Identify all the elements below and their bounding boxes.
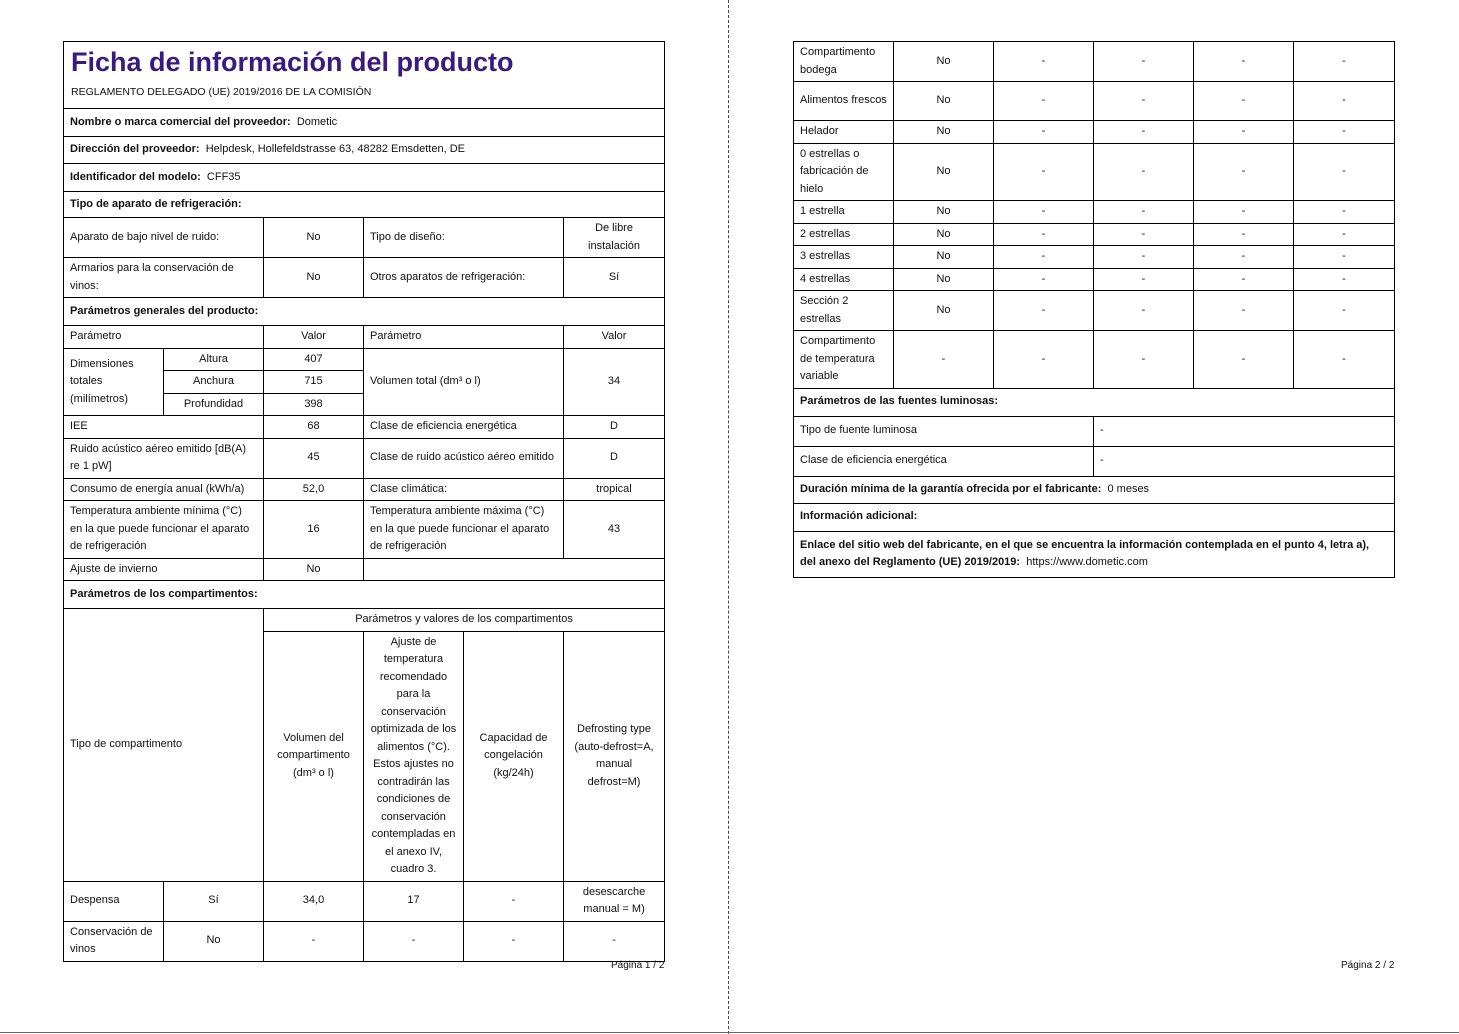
noise-label: Ruido acústico aéreo emitido [dB(A) re 1 pW]: [64, 438, 264, 478]
compartment-type-cell: 4 estrellas: [794, 268, 894, 291]
compartment-value-cell: -: [994, 291, 1094, 331]
compartment-value-cell: -: [994, 143, 1094, 201]
compartment-value-cell: -: [1294, 143, 1395, 201]
manufacturer-link[interactable]: https://www.dometic.com: [1026, 556, 1148, 568]
table-row: [794, 246, 1395, 269]
compartment-value-cell: -: [1194, 331, 1294, 389]
table-row: [794, 143, 1395, 201]
compartment-value-cell: No: [894, 82, 994, 121]
model-label: Identificador del modelo:: [70, 170, 201, 183]
page-2: [730, 0, 1459, 1034]
pantry-label: Despensa: [64, 881, 164, 921]
compartment-value-cell: -: [1094, 331, 1194, 389]
compartment-type-cell: Compartimento bodega: [794, 42, 894, 82]
light-class-label: Clase de eficiencia energética: [794, 446, 1094, 476]
general-heading: Parámetros generales del producto:: [64, 298, 665, 326]
compartment-value-cell: No: [894, 246, 994, 269]
design-type-value: De libre instalación: [564, 218, 665, 258]
width-value: 715: [264, 371, 364, 394]
compartment-type-cell: 3 estrellas: [794, 246, 894, 269]
wine-storage-present: No: [164, 921, 264, 961]
compartments-heading: Parámetros de los compartimentos:: [64, 581, 665, 609]
warranty-label: Duración mínima de la garantía ofrecida por el fabricante:: [800, 482, 1102, 495]
address-label: Dirección del proveedor:: [70, 143, 200, 156]
low-noise-value: No: [264, 218, 364, 258]
compartment-value-cell: -: [1294, 246, 1395, 269]
compartment-type-cell: Compartimento de temperatura variable: [794, 331, 894, 389]
comp-params-header: Parámetros y valores de los compartimentos: [264, 609, 665, 632]
compartment-value-cell: -: [1094, 291, 1194, 331]
compartment-type-cell: 0 estrellas o fabricación de hielo: [794, 143, 894, 201]
compartment-value-cell: No: [894, 291, 994, 331]
compartment-value-cell: No: [894, 201, 994, 224]
table-row: [794, 223, 1395, 246]
wine-storage-freeze: -: [464, 921, 564, 961]
table-row: [794, 291, 1395, 331]
compartments-continued-table: [793, 41, 1395, 578]
wine-storage-temp: -: [364, 921, 464, 961]
compartment-value-cell: -: [1194, 268, 1294, 291]
compartment-value-cell: -: [994, 331, 1094, 389]
compartment-value-cell: -: [994, 82, 1094, 121]
noise-class-label: Clase de ruido acústico aéreo emitido: [364, 438, 564, 478]
supplier-label: Nombre o marca comercial del proveedor:: [70, 115, 291, 128]
page-number: Página 1 / 2: [611, 960, 665, 971]
compartment-value-cell: -: [894, 331, 994, 389]
noise-value: 45: [264, 438, 364, 478]
empty-cell: [364, 558, 665, 581]
design-type-label: Tipo de diseño:: [364, 218, 564, 258]
model-value: CFF35: [206, 170, 241, 183]
wine-cabinet-label: Armarios para la conservación de vinos:: [64, 258, 264, 298]
compartment-value-cell: -: [1094, 223, 1194, 246]
tmax-value: 43: [564, 501, 665, 559]
other-appliance-label: Otros aparatos de refrigeración:: [364, 258, 564, 298]
table-row: [794, 121, 1395, 144]
winter-value: No: [264, 558, 364, 581]
supplier-value: Dometic: [296, 115, 338, 128]
energy-class-label: Clase de eficiencia energética: [364, 416, 564, 439]
compartment-value-cell: -: [1294, 82, 1395, 121]
wine-storage-volume: -: [264, 921, 364, 961]
compartment-type-cell: Alimentos frescos: [794, 82, 894, 121]
tmin-value: 16: [264, 501, 364, 559]
low-noise-label: Aparato de bajo nivel de ruido:: [64, 218, 264, 258]
table-row: [64, 881, 665, 921]
regulation-subtitle: REGLAMENTO DELEGADO (UE) 2019/2016 DE LA COMISIÓN: [71, 86, 372, 98]
height-label: Altura: [164, 348, 264, 371]
compartment-value-cell: -: [994, 201, 1094, 224]
winter-label: Ajuste de invierno: [64, 558, 264, 581]
wine-storage-label: Conservación de vinos: [64, 921, 164, 961]
comp-defrost-header: Defrosting type (auto-defrost=A, manual defrost=M): [564, 631, 665, 881]
comp-type-label: Tipo de compartimento: [64, 609, 264, 882]
compartment-value-cell: No: [894, 42, 994, 82]
light-heading: Parámetros de las fuentes luminosas:: [794, 388, 1395, 416]
wine-cabinet-value: No: [264, 258, 364, 298]
compartment-value-cell: -: [1094, 42, 1194, 82]
compartment-value-cell: No: [894, 143, 994, 201]
table-row: [794, 331, 1395, 389]
compartment-value-cell: -: [1194, 201, 1294, 224]
compartment-value-cell: No: [894, 223, 994, 246]
light-type-label: Tipo de fuente luminosa: [794, 416, 1094, 446]
comp-volume-header: Volumen del compartimento (dm³ o l): [264, 631, 364, 881]
page-number-2: Página 2 / 2: [1341, 960, 1395, 971]
type-heading: Tipo de aparato de refrigeración:: [64, 192, 665, 218]
iee-value: 68: [264, 416, 364, 439]
pantry-freeze: -: [464, 881, 564, 921]
address-value: Helpdesk, Hollefeldstrasse 63, 48282 Emsdetten, DE: [205, 143, 465, 156]
depth-label: Profundidad: [164, 393, 264, 416]
compartment-value-cell: -: [994, 268, 1094, 291]
compartment-value-cell: -: [994, 121, 1094, 144]
climate-value: tropical: [564, 478, 665, 501]
param-col-header: Parámetro: [64, 326, 264, 349]
compartment-value-cell: No: [894, 268, 994, 291]
compartment-value-cell: -: [1294, 223, 1395, 246]
compartment-value-cell: -: [1194, 82, 1294, 121]
noise-class-value: D: [564, 438, 665, 478]
consumption-label: Consumo de energía anual (kWh/a): [64, 478, 264, 501]
compartment-value-cell: -: [1094, 143, 1194, 201]
energy-class-value: D: [564, 416, 665, 439]
volume-value: 34: [564, 348, 665, 416]
pantry-present: Sí: [164, 881, 264, 921]
compartment-value-cell: -: [994, 42, 1094, 82]
page-title: Ficha de información del producto: [71, 47, 514, 77]
comp-freeze-header: Capacidad de congelación (kg/24h): [464, 631, 564, 881]
table-row: [794, 42, 1395, 82]
compartment-value-cell: -: [1094, 268, 1194, 291]
iee-label: IEE: [64, 416, 264, 439]
compartment-value-cell: -: [994, 223, 1094, 246]
depth-value: 398: [264, 393, 364, 416]
compartment-value-cell: -: [994, 246, 1094, 269]
compartment-value-cell: -: [1294, 268, 1395, 291]
comp-temp-header: Ajuste de temperatura recomendado para la conservación optimizada de los alimentos (°C). Estos ajustes no contradirán las condiciones de conservación contempladas en el anexo IV, cuadro 3.: [364, 631, 464, 881]
compartment-value-cell: -: [1194, 246, 1294, 269]
compartment-value-cell: -: [1194, 42, 1294, 82]
product-info-table: [63, 41, 665, 962]
table-row: [794, 201, 1395, 224]
climate-label: Clase climática:: [364, 478, 564, 501]
warranty-value: 0 meses: [1107, 482, 1150, 495]
table-row: [794, 268, 1395, 291]
compartment-type-cell: 2 estrellas: [794, 223, 894, 246]
manufacturer-link-label: Enlace del sitio web del fabricante, en el que se encuentra la información contemplada en el punto 4, letra a), del anexo del Reglamento (UE) 2019/2019:: [800, 538, 1370, 568]
compartment-value-cell: -: [1294, 291, 1395, 331]
dimensions-label: Dimensiones totales (milímetros): [64, 348, 164, 416]
compartment-type-cell: 1 estrella: [794, 201, 894, 224]
compartment-value-cell: -: [1194, 291, 1294, 331]
compartment-value-cell: No: [894, 121, 994, 144]
additional-heading: Información adicional:: [794, 503, 1395, 531]
compartment-type-cell: Helador: [794, 121, 894, 144]
volume-label: Volumen total (dm³ o l): [364, 348, 564, 416]
consumption-value: 52,0: [264, 478, 364, 501]
compartment-value-cell: -: [1294, 42, 1395, 82]
light-class-value: -: [1094, 446, 1395, 476]
page-1: [0, 0, 729, 1034]
height-value: 407: [264, 348, 364, 371]
table-row: [64, 921, 665, 961]
width-label: Anchura: [164, 371, 264, 394]
compartment-value-cell: -: [1294, 121, 1395, 144]
compartment-value-cell: -: [1294, 201, 1395, 224]
pantry-defrost: desescarche manual = M): [564, 881, 665, 921]
compartment-value-cell: -: [1194, 121, 1294, 144]
tmin-label: Temperatura ambiente mínima (°C) en la que puede funcionar el aparato de refrigeración: [64, 501, 264, 559]
table-row: [794, 82, 1395, 121]
value-col-header-2: Valor: [564, 326, 665, 349]
compartment-value-cell: -: [1194, 223, 1294, 246]
other-appliance-value: Sí: [564, 258, 665, 298]
param-col-header-2: Parámetro: [364, 326, 564, 349]
value-col-header: Valor: [264, 326, 364, 349]
compartment-value-cell: -: [1094, 201, 1194, 224]
pantry-temp: 17: [364, 881, 464, 921]
wine-storage-defrost: -: [564, 921, 665, 961]
compartment-value-cell: -: [1194, 143, 1294, 201]
compartment-value-cell: -: [1094, 82, 1194, 121]
light-type-value: -: [1094, 416, 1395, 446]
compartment-value-cell: -: [1294, 331, 1395, 389]
compartment-value-cell: -: [1094, 246, 1194, 269]
compartment-value-cell: -: [1094, 121, 1194, 144]
tmax-label: Temperatura ambiente máxima (°C) en la que puede funcionar el aparato de refrigeración: [364, 501, 564, 559]
pantry-volume: 34,0: [264, 881, 364, 921]
compartment-type-cell: Sección 2 estrellas: [794, 291, 894, 331]
